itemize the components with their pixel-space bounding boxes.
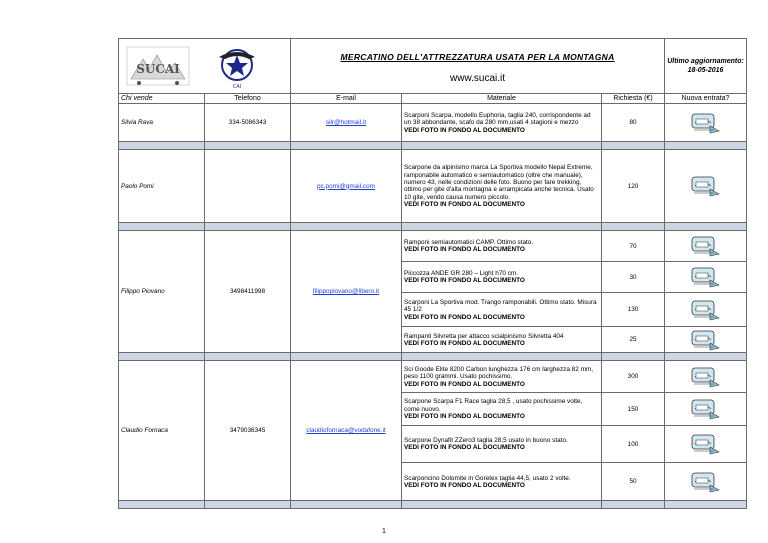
item-price: 25 xyxy=(602,327,665,353)
item-price: 80 xyxy=(602,104,665,142)
header-row xyxy=(119,94,747,104)
item-description: Scarponi La Sportiva mod. Trango ramponabili. Ottimo stato. Misura 45 1/2 VEDI FOTO IN FONDO AL DOCUMENTO xyxy=(402,293,602,327)
update-cell xyxy=(665,39,747,94)
item-price: 70 xyxy=(602,231,665,262)
market-table xyxy=(118,38,747,509)
new-entry-cell xyxy=(665,463,747,501)
item-description: Sci Goode Elite 8200 Carbon lunghezza 176 cm larghezza 82 mm, peso 1100 grammi. Usato pochissimo. VEDI FOTO IN FONDO AL DOCUMENTO xyxy=(402,361,602,393)
item-description: Ramponi semiautomatici CAMP. Ottimo stato. VEDI FOTO IN FONDO AL DOCUMENTO xyxy=(402,231,602,262)
item-price: 100 xyxy=(602,426,665,463)
item-price: 130 xyxy=(602,293,665,327)
new-entry-cell xyxy=(665,426,747,463)
table-row xyxy=(119,104,747,142)
seller-phone: 3498411998 xyxy=(205,231,291,353)
item-price: 30 xyxy=(602,262,665,293)
logo-cell xyxy=(119,39,291,94)
col-material: Materiale xyxy=(402,94,602,104)
logos xyxy=(119,39,289,91)
seller-email[interactable]: claudiofornaca@vodafone.it xyxy=(291,361,402,501)
item-description: Scarponi Scarpa, modello Euphoria, taglia 240, corrispondente ad un 38 abbondante, scafo da 280 mm,usati 4 stagioni e mezzo VEDI FOTO IN FONDO AL DOCUMENTO xyxy=(402,104,602,142)
new-entry-cell xyxy=(665,150,747,223)
seller-name: Claudio Fornaca xyxy=(119,361,205,501)
col-phone: Telefono xyxy=(205,94,291,104)
seller-email[interactable]: filippopiovano@libero.it xyxy=(291,231,402,353)
seller-email[interactable]: pc.pomi@gmail.com xyxy=(291,150,402,223)
cai-logo-icon xyxy=(219,50,255,90)
seller-name: Paolo Pomi xyxy=(119,150,205,223)
seller-name: Silvia Rava xyxy=(119,104,205,142)
page-title: MERCATINO DELL'ATTREZZATURA USATA PER LA MONTAGNA xyxy=(340,51,615,62)
new-entry-cell xyxy=(665,293,747,327)
new-entry-cell xyxy=(665,361,747,393)
item-description: Scarpone Dynafit ZZero3 taglia 28,5 usato in buono stato. VEDI FOTO IN FONDO AL DOCUMENTO xyxy=(402,426,602,463)
item-description: Scarpone Scarpa F1 Race taglia 28,5 , usato pochissime volte, come nuovo. VEDI FOTO IN FONDO AL DOCUMENTO xyxy=(402,393,602,426)
new-entry-icon xyxy=(690,174,722,198)
item-price: 150 xyxy=(602,393,665,426)
item-description: Piccozza ANDE GR 280 – Light h70 cm. VEDI FOTO IN FONDO AL DOCUMENTO xyxy=(402,262,602,293)
seller-phone: 334-5086343 xyxy=(205,104,291,142)
new-entry-icon xyxy=(690,397,722,421)
document-page xyxy=(118,38,746,509)
seller-phone xyxy=(205,150,291,223)
new-entry-icon xyxy=(690,328,722,352)
col-price: Richiesta (€) xyxy=(602,94,665,104)
svg-text:SUCAI: SUCAI xyxy=(136,62,180,76)
new-entry-icon xyxy=(690,265,722,289)
new-entry-icon xyxy=(690,432,722,456)
seller-phone: 3479036345 xyxy=(205,361,291,501)
site-url[interactable]: www.sucai.it xyxy=(450,73,506,85)
new-entry-cell xyxy=(665,327,747,353)
new-entry-cell xyxy=(665,262,747,293)
item-description: Rampanti Silvretta per attacco scialpinismo Silvretta 404 VEDI FOTO IN FONDO AL DOCUMENTO xyxy=(402,327,602,353)
item-price: 50 xyxy=(602,463,665,501)
item-description: Scarpone da alpinismo marca La Sportiva modello Nepal Extreme, ramponabile automatico e semiautomatico (oltre che manuale), numero 43, nelle condizioni delle foto. Buono per fare trekking, ottimo per gite d'alta montagna e arrampicata anche tecnica. Usato 10 gite, vendo causa numero piccolo. VEDI FOTO IN FONDO AL DOCUMENTO xyxy=(402,150,602,223)
new-entry-cell xyxy=(665,231,747,262)
col-new: Nuova entrata? xyxy=(665,94,747,104)
sucai-logo-icon xyxy=(127,47,189,85)
item-price: 120 xyxy=(602,150,665,223)
table-row xyxy=(119,231,747,262)
col-seller: Chi vende xyxy=(119,94,205,104)
seller-email[interactable]: silr@hotmail.it xyxy=(291,104,402,142)
update-date: 18-05-2016 xyxy=(687,67,724,75)
new-entry-icon xyxy=(690,298,722,322)
col-email: E-mail xyxy=(291,94,402,104)
new-entry-icon xyxy=(690,234,722,258)
item-description: Scarponcino Dolomite in Goretex taglia 44,5, usato 2 volte. VEDI FOTO IN FONDO AL DOCUMENTO xyxy=(402,463,602,501)
new-entry-cell xyxy=(665,393,747,426)
new-entry-cell xyxy=(665,104,747,142)
new-entry-icon xyxy=(690,111,722,135)
table-row xyxy=(119,361,747,393)
update-label: Ultimo aggiornamento: xyxy=(667,58,744,66)
table-row xyxy=(119,150,747,223)
seller-name: Filippo Piovano xyxy=(119,231,205,353)
new-entry-icon xyxy=(690,470,722,494)
item-price: 300 xyxy=(602,361,665,393)
new-entry-icon xyxy=(690,365,722,389)
svg-text:CAI: CAI xyxy=(232,84,242,90)
title-cell xyxy=(291,39,665,94)
page-number: 1 xyxy=(382,528,386,535)
